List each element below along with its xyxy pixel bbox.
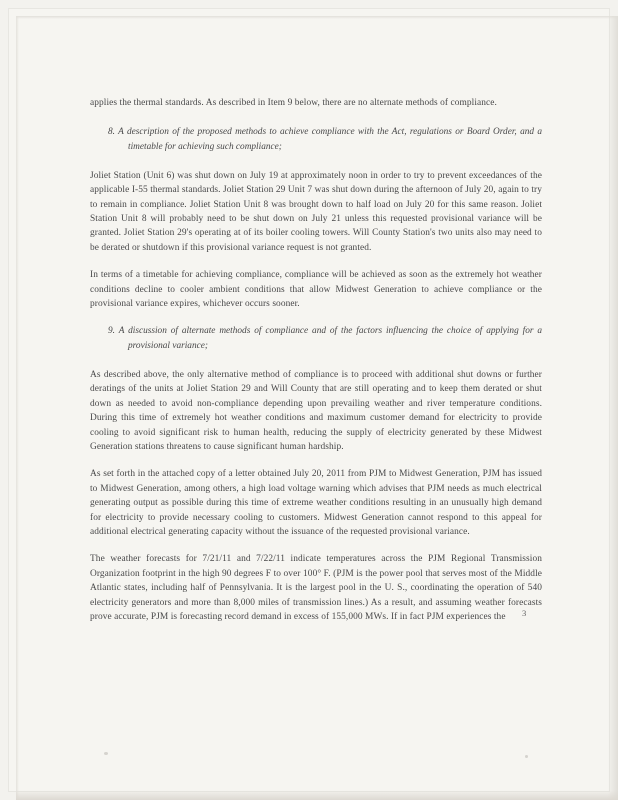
document-body bbox=[90, 96, 542, 637]
heading-item-8-label: A description of the proposed methods to achieve compliance with the Act, regulations or Board Order, and a timetable for achieving such compliance; bbox=[118, 127, 543, 152]
heading-item-9 bbox=[90, 324, 542, 352]
heading-item-9-label: A discussion of alternate methods of compliance and of the factors influencing the choice of applying for a provisional variance; bbox=[118, 326, 543, 351]
paragraph-joliet-station: Joliet Station (Unit 6) was shut down on July 19 at approximately noon in order to try to prevent exceedances of the applicable I-55 thermal standards. Joliet Station 29 Unit 7 was shut down during the afternoon of July 20, again to try to remain in compliance. Joliet Station Unit 8 was brought down to half load on July 20 for this same reason. Joliet Station Unit 8 will probably need to be shut down on July 21 unless this requested provisional variance will be granted. Joliet Station 29's operating at of its boiler cooling towers. Will County Station's two units also may need to be derated or shutdown if this provisional variance request is not granted. bbox=[90, 170, 542, 253]
scanned-paper bbox=[8, 8, 610, 792]
scan-artifact-dot bbox=[525, 755, 528, 758]
scan-edge-bottom bbox=[16, 790, 618, 800]
paragraph-weather-forecasts: The weather forecasts for 7/21/11 and 7/22/11 indicate temperatures across the PJM Regional Transmission Organization footprint in the high 90 degrees F to over 100° F. (PJM is the power pool that serves most of the Middle Atlantic states, including half of Pennsylvania. It is the largest pool in the U. S., coordinating the operation of 540 electricity generators and more than 8,000 miles of transmission lines.) As a result, and assuming weather forecasts prove accurate, PJM is forecasting record demand in excess of 155,000 MWs. If in fact PJM experiences the bbox=[90, 554, 542, 622]
scan-edge-right bbox=[608, 16, 618, 800]
paragraph-compliance-intro: applies the thermal standards. As described in Item 9 below, there are no alternate methods of compliance. bbox=[90, 98, 497, 108]
paragraph-timetable: In terms of a timetable for achieving compliance, compliance will be achieved as soon as the extremely hot weather conditions decline to cooler ambient conditions that allow Midwest Generation to achieve compliance or the provisional variance expires, whichever occurs sooner. bbox=[90, 270, 542, 310]
scan-artifact-dot bbox=[104, 752, 108, 755]
scan-edge-left bbox=[16, 16, 19, 800]
heading-item-8 bbox=[90, 125, 542, 153]
paragraph-alternative-methods: As described above, the only alternative method of compliance is to proceed with additional shut downs or further deratings of the units at Joliet Station 29 and Will County that are still operating and to keep them derated or shut down as needed to avoid non-compliance depending upon prevailing weather and river temperature conditions. During this time of extremely hot weather conditions and maximum customer demand for electricity to provide cooling to avoid significant risk to human health, reducing the supply of electricity generated by these Midwest Generation stations threatens to cause significant human hardship. bbox=[90, 369, 542, 452]
page-number: 3 bbox=[522, 608, 527, 618]
heading-item-8-number: 8. bbox=[108, 127, 115, 138]
paragraph-pjm-letter: As set forth in the attached copy of a letter obtained July 20, 2011 from PJM to Midwest Generation, PJM has issued to Midwest Generation, among others, a high load voltage warning which advises that PJM needs as much electrical generating output as possible during this time of extreme weather conditions resulting in an unusually high demand for electricity to provide necessary cooling to customers. Midwest Generation cannot respond to this appeal for additional electrical generating capacity without the issuance of the requested provisional variance. bbox=[90, 469, 542, 537]
scan-edge-top bbox=[16, 16, 618, 19]
heading-item-9-number: 9. bbox=[108, 326, 115, 337]
